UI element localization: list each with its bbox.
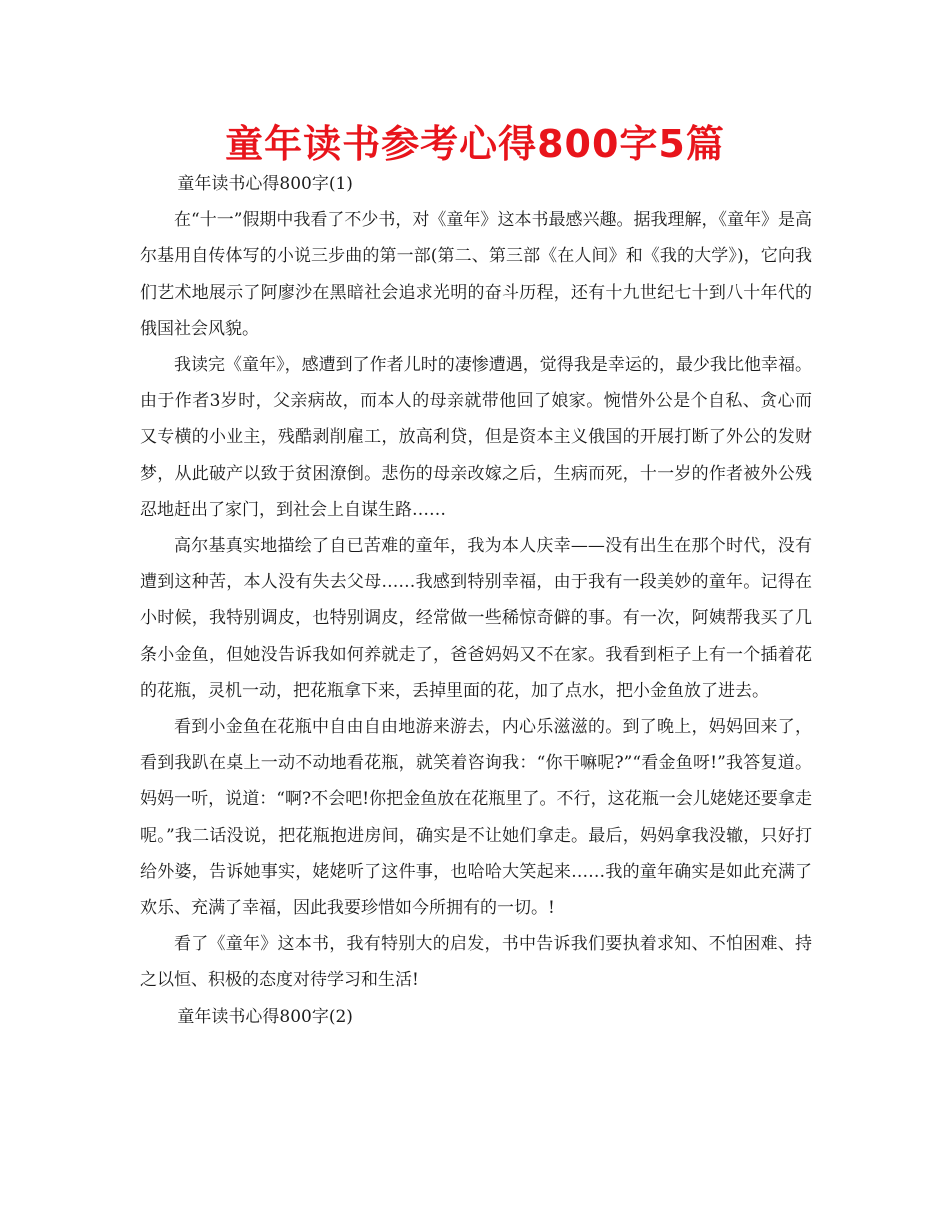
section-heading-1: 童年读书心得800字(1) xyxy=(177,174,353,194)
paragraph-4: 看到小金鱼在花瓶中自由自由地游来游去，内心乐滋滋的。到了晚上，妈妈回来了，看到我趴在桌上一动不动地看花瓶，就笑着咨询我：“你干嘛呢?”“看金鱼呀!”我答复道。妈妈一听，说道：“啊?不会吧!你把金鱼放在花瓶里了。不行，这花瓶一会儿姥姥还要拿走呢。”我二话没说，把花瓶抱进房间，确实是不让她们拿走。最后，妈妈拿我没辙，只好打给外婆，告诉她事实，姥姥听了这件事，也哈哈大笑起来……我的童年确实是如此充满了欢乐、充满了幸福，因此我要珍惜如今所拥有的一切。! xyxy=(140,717,812,919)
paragraph-2: 我读完《童年》，感遭到了作者儿时的凄惨遭遇，觉得我是幸运的，最少我比他幸福。由于作者3岁时，父亲病故，而本人的母亲就带他回了娘家。惋惜外公是个自私、贪心而又专横的小业主，残酷剥削雇工，放高利贷，但是资本主义俄国的开展打断了外公的发财梦，从此破产以致于贫困潦倒。悲伤的母亲改嫁之后，生病而死，十一岁的作者被外公残忍地赶出了家门，到社会上自谋生路…… xyxy=(140,355,812,520)
article-body xyxy=(140,166,812,1035)
section-heading-2: 童年读书心得800字(2) xyxy=(177,1006,353,1027)
paragraph-5: 看了《童年》这本书，我有特别大的启发，书中告诉我们要执着求知、不怕困难、持之以恒、积极的态度对待学习和生活! xyxy=(140,934,812,991)
paragraph-1: 在“十一”假期中我看了不少书，对《童年》这本书最感兴趣。据我理解，《童年》是高尔基用自传体写的小说三步曲的第一部(第二、第三部《在人间》和《我的大学》)，它向我们艺术地展示了阿廖沙在黑暗社会追求光明的奋斗历程，还有十九世纪七十到八十年代的俄国社会风貌。 xyxy=(140,210,812,339)
page-title: 童年读书参考心得800字5篇 xyxy=(225,122,725,166)
paragraph-3: 高尔基真实地描绘了自已苦难的童年，我为本人庆幸——没有出生在那个时代，没有遭到这种苦，本人没有失去父母……我感到特别幸福，由于我有一段美妙的童年。记得在小时候，我特别调皮，也特别调皮，经常做一些稀惊奇僻的事。有一次，阿姨帮我买了几条小金鱼，但她没告诉我如何养就走了，爸爸妈妈又不在家。我看到柜子上有一个插着花的花瓶，灵机一动，把花瓶拿下来，丢掉里面的花，加了点水，把小金鱼放了进去。 xyxy=(140,536,812,701)
